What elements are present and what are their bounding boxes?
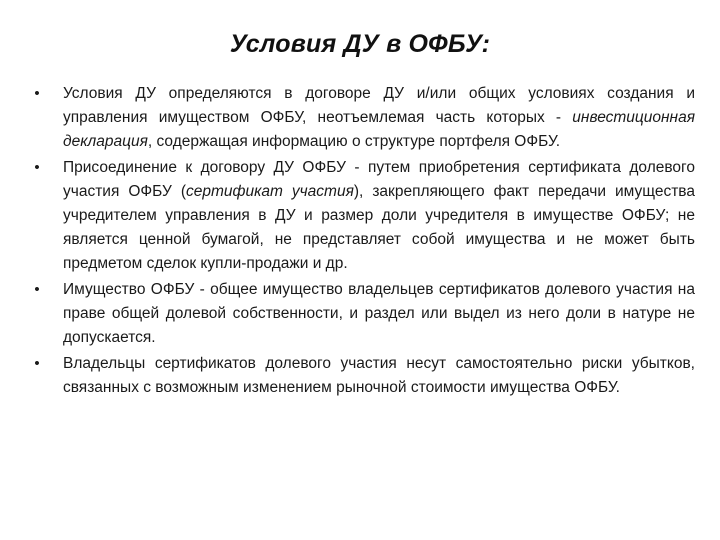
bullet-list: [30, 82, 695, 402]
bullet-1-emphasis: инвестиционная декларация: [63, 109, 695, 150]
bullet-3-text: Имущество ОФБУ - общее имущество владельцев сертификатов долевого участия на праве общей долевой собственности, и раздел или выдел из него доли в натуре не допускается.: [63, 281, 695, 346]
bullet-icon: •: [34, 281, 40, 298]
bullet-2-text-b: ), закрепляющего факт передачи имущества учредителем управления в ДУ и размер доли учредителя в имуществе ОФБУ; не является ценной бумагой, не представляет собой имущества и не может быть предметом сделок купли-продажи и др.: [63, 183, 695, 272]
bullet-1-text-a: Условия ДУ определяются в договоре ДУ и/или общих условиях создания и управления имуществом ОФБУ, неотъемлемая часть которых -: [63, 85, 695, 126]
bullet-icon: •: [34, 355, 40, 372]
bullet-item-2: [30, 156, 695, 276]
bullet-item-4: [30, 352, 695, 400]
bullet-1-text-b: , содержащая информацию о структуре портфеля ОФБУ.: [147, 133, 561, 150]
bullet-icon: •: [34, 85, 40, 102]
bullet-2-emphasis: сертификат участия: [185, 183, 354, 200]
bullet-4-text: Владельцы сертификатов долевого участия несут самостоятельно риски убытков, связанных с возможным изменением рыночной стоимости имущества ОФБУ.: [63, 355, 695, 396]
bullet-2-text-a: Присоединение к договору ДУ ОФБУ - путем приобретения сертификата долевого участия ОФБУ (: [63, 159, 695, 200]
bullet-icon: •: [34, 159, 40, 176]
slide-title: Условия ДУ в ОФБУ:: [229, 30, 491, 58]
bullet-item-3: [30, 278, 695, 350]
bullet-item-1: [30, 82, 695, 154]
